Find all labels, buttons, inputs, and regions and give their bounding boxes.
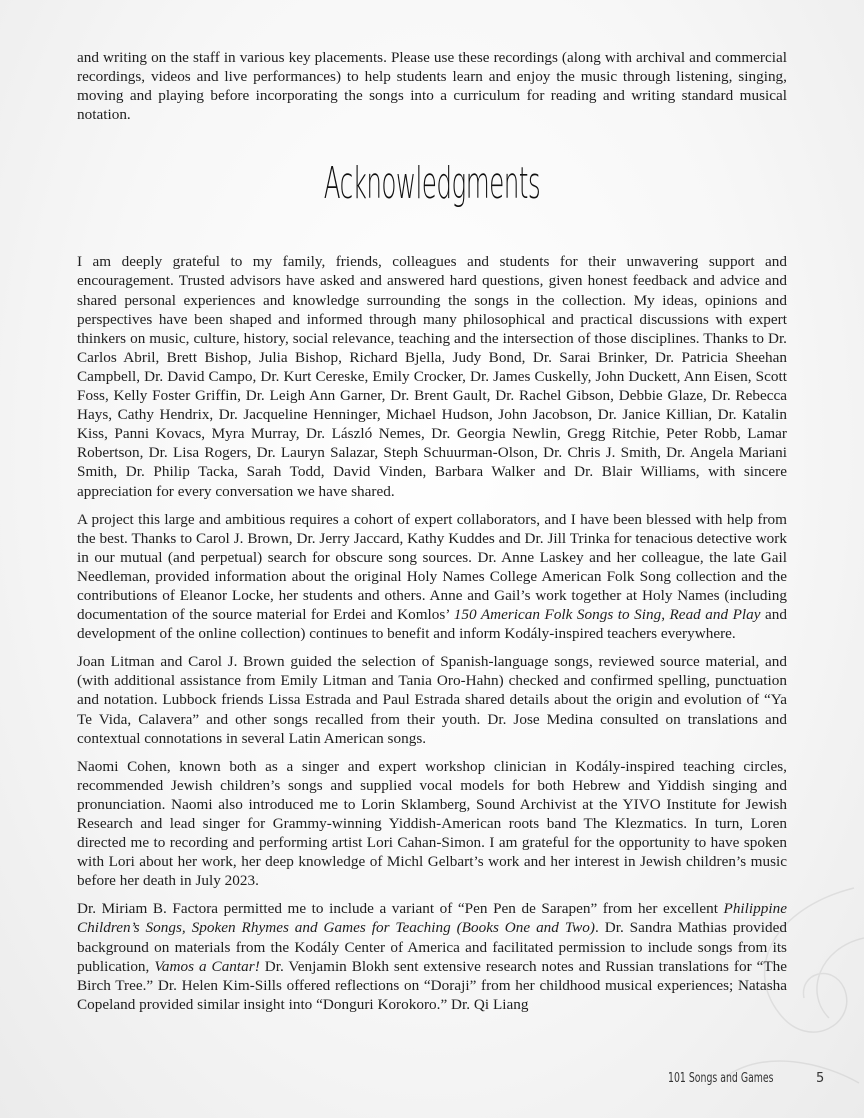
paragraph-5-text-a: Dr. Miriam B. Factora permitted me to include a variant of “Pen Pen de Sarapen” from her excellent — [77, 900, 724, 918]
book-title-vamos: Vamos a Cantar! — [154, 957, 260, 975]
paragraph-2 — [77, 510, 787, 644]
section-heading: Acknowledgments — [323, 158, 541, 210]
paragraph-5-text-b: . Dr. Sandra Mathias provided background on materials from the Kodály Center of America and facilitated permission to include songs from its publication, — [77, 919, 787, 975]
intro-paragraph: and writing on the staff in various key placements. Please use these recordings (along with archival and commercial recordings, videos and live performances) to help students learn and enjoy the music through listening, singing, moving and playing before incorporating the songs into a curriculum for reading and writing standard musical notation. — [77, 49, 787, 124]
paragraph-3: Joan Litman and Carol J. Brown guided the selection of Spanish-language songs, reviewed source material, and (with additional assistance from Emily Litman and Tania Oro-Hahn) checked and confirmed spelling, punctuation and notation. Lubbock friends Lissa Estrada and Paul Estrada shared details about the origin and evolution of “Ya Te Vida, Calavera” and other songs recalled from their youth. Dr. Jose Medina consulted on translations and contextual connotations in several Latin American songs. — [77, 653, 787, 747]
paragraph-2-text-a: A project this large and ambitious requires a cohort of expert collaborators, and I have been blessed with help from the best. Thanks to Carol J. Brown, Dr. Jerry Jaccard, Kathy Kuddes and Dr. Jill Trinka for tenacious detective work in our mutual (and perpetual) search for obscure song sources. Dr. Anne Laskey and her colleague, the late Gail Needleman, provided information about the original Holy Names College American Folk Song collection and the contributions of Eleanor Locke, her students and others. Anne and Gail’s work together at Holy Names (including documentation of the source material for Erdei and Komlos’ — [77, 510, 787, 624]
paragraph-1: I am deeply grateful to my family, friends, colleagues and students for their unwavering support and encouragement. Trusted advisors have asked and answered hard questions, given honest feedback and advice and shared personal experiences and knowledge surrounding the songs in the collection. My ideas, opinions and perspectives have been shaped and informed through many philosophical and practical discussions with expert thinkers on music, culture, history, social relevance, teaching and the intersection of those disciplines. Thanks to Dr. Carlos Abril, Brett Bishop, Julia Bishop, Richard Bjella, Judy Bond, Dr. Sarai Brinker, Dr. Patricia Sheehan Campbell, Dr. David Campo, Dr. Kurt Cereske, Emily Crocker, Dr. James Cuskelly, John Duckett, Ann Eisen, Scott Foss, Kelly Foster Griffin, Dr. Leigh Ann Garner, Dr. Brent Gault, Dr. Rachel Gibson, Debbie Glaze, Dr. Rebecca Hays, Cathy Hendrix, Dr. Jacqueline Henninger, Michael Hudson, John Jacobson, Dr. Janice Killian, Dr. Katalin Kiss, Panni Kovacs, Myra Murray, Dr. László Nemes, Dr. Georgia Newlin, Gregg Ritchie, Peter Robb, Lamar Robertson, Dr. Lisa Rogers, Dr. Lauryn Salazar, Steph Schuurman-Olson, Dr. Chris J. Smith, Dr. Angela Mariani Smith, Dr. Philip Tacka, Sarah Todd, David Vinden, Barbara Walker and Dr. Blair Williams, with sincere appreciation for every conversation we have shared. — [77, 253, 787, 500]
paragraph-5-text-c: Dr. Venjamin Blokh sent extensive research notes and Russian translations for “The Birch Tree.” Dr. Helen Kim-Sills offered reflections on “Doraji” from her childhood musical experiences; Natasha Copeland provided similar insight into “Donguri Korokoro.” Dr. Qi Liang — [77, 957, 788, 1013]
paragraph-2-text-b: and development of the online collection) continues to benefit and inform Kodály-inspired teachers everywhere. — [77, 606, 787, 643]
page-number: 5 — [816, 1071, 825, 1086]
book-title-150-american: 150 American Folk Songs to Sing, Read and Play — [453, 606, 761, 624]
page-footer — [668, 1071, 828, 1091]
page-content — [77, 48, 787, 1023]
book-title-philippine: Philippine Children’s Songs, Spoken Rhymes and Games for Teaching (Books One and Two) — [77, 900, 787, 937]
paragraph-4: Naomi Cohen, known both as a singer and expert workshop clinician in Kodály-inspired teaching circles, recommended Jewish children’s songs and supplied vocal models for both Hebrew and Yiddish singing and pronunciation. Naomi also introduced me to Lorin Sklamberg, Sound Archivist at the YIVO Institute for Jewish Research and lead singer for Grammy-winning Yiddish-American roots band The Klezmatics. In turn, Loren directed me to recording and performing artist Lori Cahan-Simon. I am grateful for the opportunity to have spoken with Lori about her work, her deep knowledge of Michl Gelbart’s work and her interest in Jewish children’s music before her death in July 2023. — [77, 757, 787, 890]
paragraph-5 — [77, 899, 787, 1014]
footer-book-title: 101 Songs and Games — [668, 1071, 774, 1086]
